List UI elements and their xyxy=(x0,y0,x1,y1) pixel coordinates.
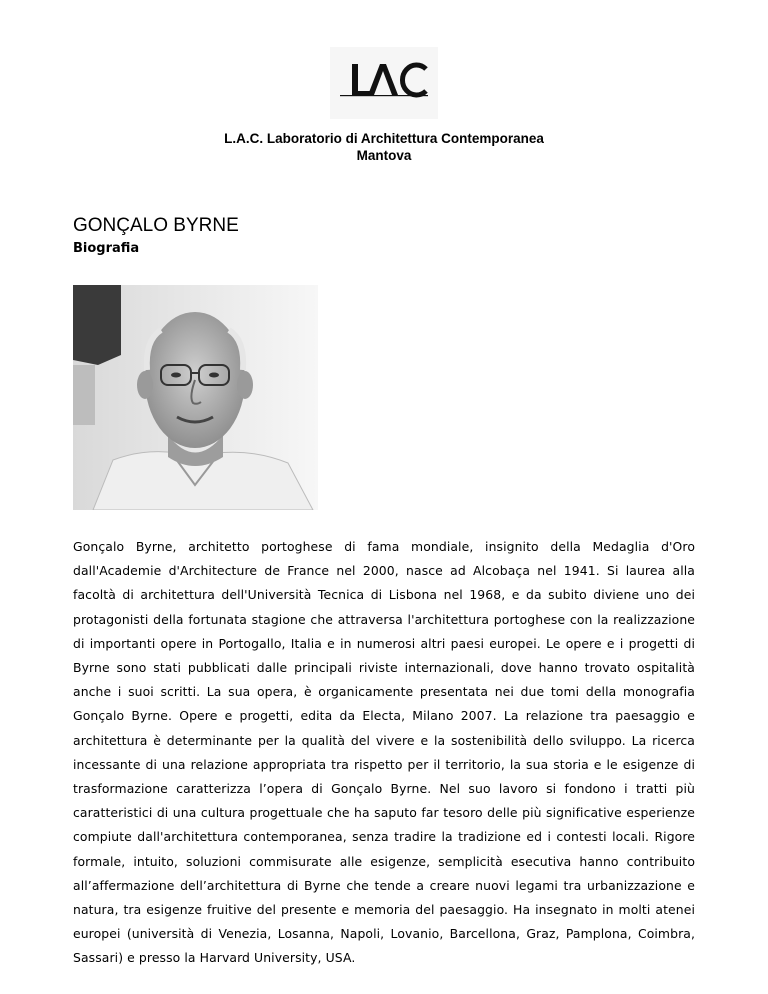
portrait-photo xyxy=(73,285,318,510)
institution-name: L.A.C. Laboratorio di Architettura Contemporanea xyxy=(224,131,544,146)
lac-logo xyxy=(330,47,438,119)
section-subtitle: Biografia xyxy=(73,241,140,256)
institution-city: Mantova xyxy=(356,148,412,163)
page-title: GONÇALO BYRNE xyxy=(73,215,239,236)
portrait-illustration xyxy=(73,285,318,510)
biography-text: Gonçalo Byrne, architetto portoghese di fama mondiale, insignito della Medaglia d'Oro dall'Academie d'Architecture de France nel 2000, nasce ad Alcobaça nel 1941. Si laurea alla facoltà di architettura dell'Università Tecnica di Lisbona nel 1968, e da subito diviene uno dei protagonisti della fortunata stagione che attraversa l'architettura portoghese con la realizzazione di importanti opere in Portogallo, Italia e in numerosi altri paesi europei. Le opere e i progetti di Byrne sono stati pubblicati dalle principali riviste internazionali, dove hanno trovato ospitalità anche i suoi scritti. La sua opera, è organicamente presentata nei due tomi della monografia Gonçalo Byrne. Opere e progetti, edita da Electa, Milano 2007. La relazione tra paesaggio e architettura è determinante per la qualità del vivere e la sostenibilità dello sviluppo. La ricerca incessante di una relazione appropriata tra rispetto per il territorio, la sua storia e le esigenze di trasformazione caratterizza l’opera di Gonçalo Byrne. Nel suo lavoro si fondono i tratti più caratteristici di una cultura progettuale che ha saputo far tesoro delle più significative esperienze compiute dall'architettura contemporanea, senza tradire la tradizione ed i contesti locali. Rigore formale, intuito, soluzioni commisurate alle esigenze, semplicità esecutiva hanno contribuito all’affermazione dell’architettura di Byrne che tende a creare nuovi legami tra urbanizzazione e natura, tra esigenze fruitive del presente e memoria del paesaggio. Ha insegnato in molti atenei europei (università di Venezia, Losanna, Napoli, Lovanio, Barcellona, Graz, Pamplona, Coimbra, Sassari) e presso la Harvard University, USA. xyxy=(73,539,695,966)
institution-header xyxy=(0,130,768,164)
lac-logo-mark xyxy=(330,47,438,119)
